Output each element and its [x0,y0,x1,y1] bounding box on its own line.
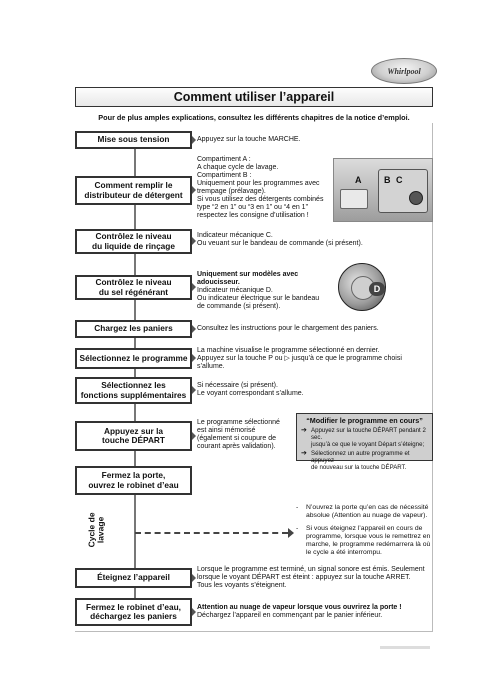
step-press-start-desc: Le programme sélectionné est ainsi mémorisé (également si coupure de courant après validation). [197,419,280,451]
step-close-tap-warning: Attention au nuage de vapeur lorsque vous ouvrirez la porte ! [197,604,402,611]
step-close-tap-unload: Fermez le robinet d’eau, déchargez les paniers [75,598,192,626]
cycle-notes: - N’ouvrez la porte qu’en cas de nécessité absolue (Attention au nuage de vapeur). - Si vous éteignez l’appareil en cours de programme, lorsque vous le remettrez en marche, le programme redémarrera là où le cycle a été interrompu. [296,504,433,562]
modify-program-title: “Modifier le programme en cours” [306,416,423,425]
step-load-baskets: Chargez les paniers [75,320,192,338]
arrow-icon [192,386,196,394]
arrow-icon [192,354,196,362]
label-a: A [355,175,362,185]
arrow-right-icon: ➔ [301,450,307,457]
step-rinse-aid: Contrôlez le niveau du liquide de rinçage [75,229,192,254]
wash-cycle-label: Cycle de lavage [86,512,105,548]
arrow-icon [192,574,196,582]
modify-program-box: “Modifier le programme en cours” ➔ Appuyez sur la touche DÉPART pendant 2 sec. jusqu’à ce que le voyant Départ s’éteigne; ➔ Sélectionnez un autre programme et appuyez de nouveau sur la touche DÉPART. [296,413,433,461]
step-switch-off-desc: Lorsque le programme est terminé, un signal sonore est émis. Seulement lorsque le voyant DÉPART est éteint : appuyez sur la touche ARRET. Tous les voyants s’éteignent. [197,566,425,590]
arrow-icon [192,432,196,440]
label-d: D [369,282,385,296]
step-salt-level: Contrôlez le niveau du sel régénérant [75,275,192,300]
step-rinse-aid-desc: Indicateur mécanique C. Ou veuant sur le bandeau de commande (si présent). [197,232,363,248]
label-b: B [384,175,391,185]
cycle-dashed-line [135,532,288,534]
arrow-icon [192,237,196,245]
cycle-note: Si vous éteignez l’appareil en cours de programme, lorsque vous le remettrez en marche, le programme redémarrera là où le cycle a été interrompu. [306,524,431,556]
label-c: C [396,175,403,185]
step-select-program: Sélectionnez le programme [75,348,192,369]
cycle-note: N’ouvrez la porte qu’en cas de nécessité absolue (Attention au nuage de vapeur). [306,504,429,519]
arrow-icon [288,528,294,538]
step-salt-level-desc: Indicateur mécanique D. Ou indicateur électrique sur le bandeau de commande (si présent). [197,287,320,311]
whirlpool-logo: Whirlpool [371,58,437,84]
step-power-on: Mise sous tension [75,131,192,149]
detergent-dispenser-image [333,158,433,222]
page-footer-mark [380,646,430,649]
arrow-icon [192,283,196,291]
step-power-on-desc: Appuyez sur la touche MARCHE. [197,136,301,143]
step-select-program-desc: La machine visualise le programme sélectionné en dernier. Appuyez sur la touche P ou ▷ jusqu’à ce que le programme choisi s’allume. [197,347,402,371]
step-close-tap-desc: Déchargez l’appareil en commençant par le panier inférieur. [197,612,383,619]
arrow-icon [192,186,196,194]
page-title: Comment utiliser l’appareil [75,87,433,107]
step-fill-detergent-desc: Compartiment A : A chaque cycle de lavage. Compartiment B : Uniquement pour les programmes avec trempage (prélavage). Si vous utilisez des détergents combinés type “2 en 1” ou “3 en 1” ou “4 en 1” respectez les consigne d’utilisation ! [197,156,324,220]
step-load-baskets-desc: Consultez les instructions pour le chargement des paniers. [197,325,379,332]
step-close-door: Fermez la porte, ouvrez le robinet d’eau [75,466,192,495]
arrow-right-icon: ➔ [301,427,307,434]
arrow-icon [192,608,196,616]
step-fill-detergent: Comment remplir le distributeur de détergent [75,176,192,205]
step-extra-functions: Sélectionnez les fonctions supplémentaires [75,377,192,404]
arrow-icon [192,136,196,144]
step-extra-functions-desc: Si nécessaire (si présent). Le voyant correspondant s’allume. [197,382,304,398]
step-switch-off: Éteignez l’appareil [75,568,192,588]
intro-text: Pour de plus amples explications, consultez les différents chapitres de la notice d’emploi. [98,113,410,122]
arrow-icon [192,325,196,333]
step-press-start: Appuyez sur la touche DÉPART [75,421,192,451]
salt-indicator-image [338,263,386,311]
step-salt-level-note: Uniquement sur modèles avec adoucisseur. [197,271,299,287]
